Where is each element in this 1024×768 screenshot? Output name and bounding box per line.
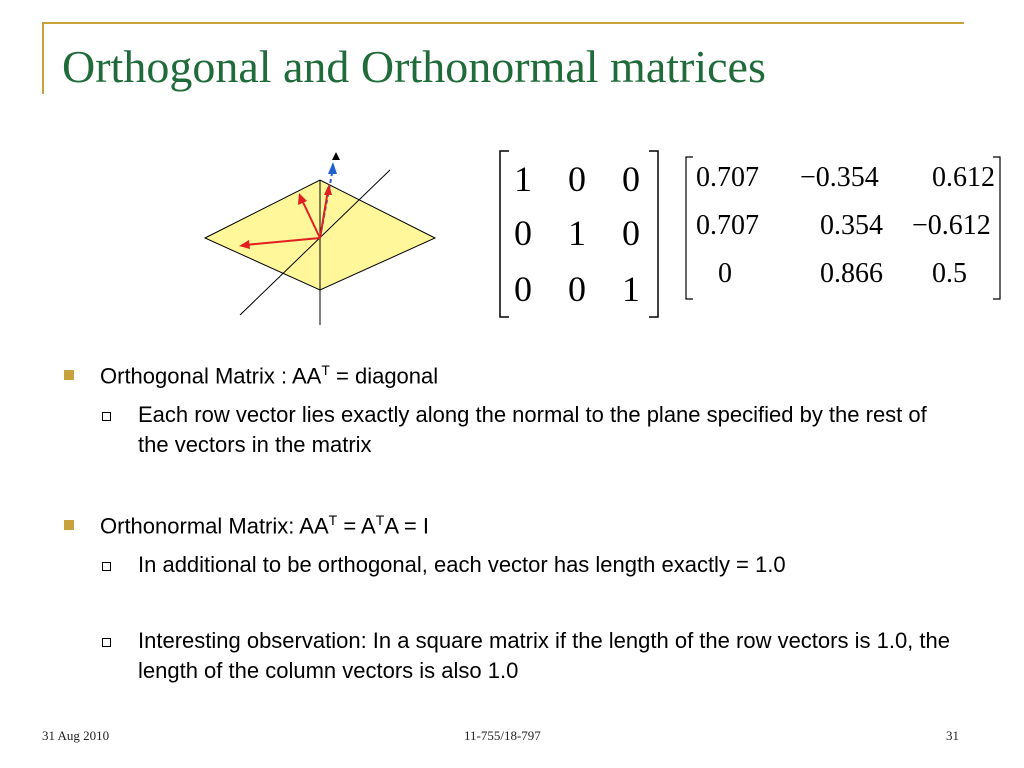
matrix-cell: 0.354 <box>820 210 883 241</box>
rotation-matrix <box>684 156 1002 300</box>
bullet-text: Orthonormal Matrix: $AA^T = A^TA = I$ <box>100 512 429 539</box>
bullet-text: Orthogonal Matrix : $AA^T$ = diagonal <box>100 362 439 389</box>
footer-page-number: 31 <box>946 728 959 743</box>
normal-arrowhead <box>328 162 337 174</box>
matrix-cell: 0 <box>568 159 586 199</box>
left-bracket <box>684 156 694 300</box>
sub-bullet-text: Each row vector lies exactly along the normal to the plane specified by the rest of the vectors in the matrix <box>138 402 927 457</box>
sub-bullet-text: Interesting observation: In a square matrix if the length of the row vectors is 1.0, the length of the column vectors is also 1.0 <box>138 628 950 683</box>
frame-top-rule <box>42 22 964 24</box>
matrix-cell: 0 <box>622 213 640 253</box>
matrix-cell: 0.612 <box>932 162 995 193</box>
left-bracket <box>498 150 510 318</box>
matrix-cell: 0 <box>514 213 532 253</box>
matrix-cell: 1 <box>568 213 586 253</box>
matrix-cell: 1 <box>514 159 532 199</box>
matrix-cell: 0.707 <box>696 162 759 193</box>
axis-arrowhead <box>332 152 340 160</box>
matrix-cell: 1 <box>622 269 640 309</box>
square-bullet-icon <box>64 520 74 530</box>
vector-plane-diagram <box>195 150 445 330</box>
matrix-cell: 0 <box>514 269 532 309</box>
matrix-cell: −0.612 <box>912 210 991 241</box>
matrix-cell: 0 <box>568 269 586 309</box>
sub-bullet-text: In additional to be orthogonal, each vector has length exactly = 1.0 <box>138 552 786 577</box>
square-bullet-icon <box>64 370 74 380</box>
matrix-cell: 0.5 <box>932 258 967 289</box>
footer-course: 11-755/18-797 <box>464 728 541 743</box>
identity-matrix <box>498 150 660 318</box>
hollow-square-bullet-icon <box>102 562 111 571</box>
right-bracket <box>648 150 660 318</box>
matrix-cell: 0 <box>718 258 732 289</box>
matrix-cell: 0 <box>622 159 640 199</box>
matrix-cell: 0.866 <box>820 258 883 289</box>
hollow-square-bullet-icon <box>102 638 111 647</box>
footer-date: 31 Aug 2010 <box>42 728 110 743</box>
frame-left-rule <box>42 22 44 94</box>
hollow-square-bullet-icon <box>102 412 111 421</box>
slide-title: Orthogonal and Orthonormal matrices <box>62 41 766 92</box>
matrix-cell: 0.707 <box>696 210 759 241</box>
matrix-cell: −0.354 <box>800 162 879 193</box>
